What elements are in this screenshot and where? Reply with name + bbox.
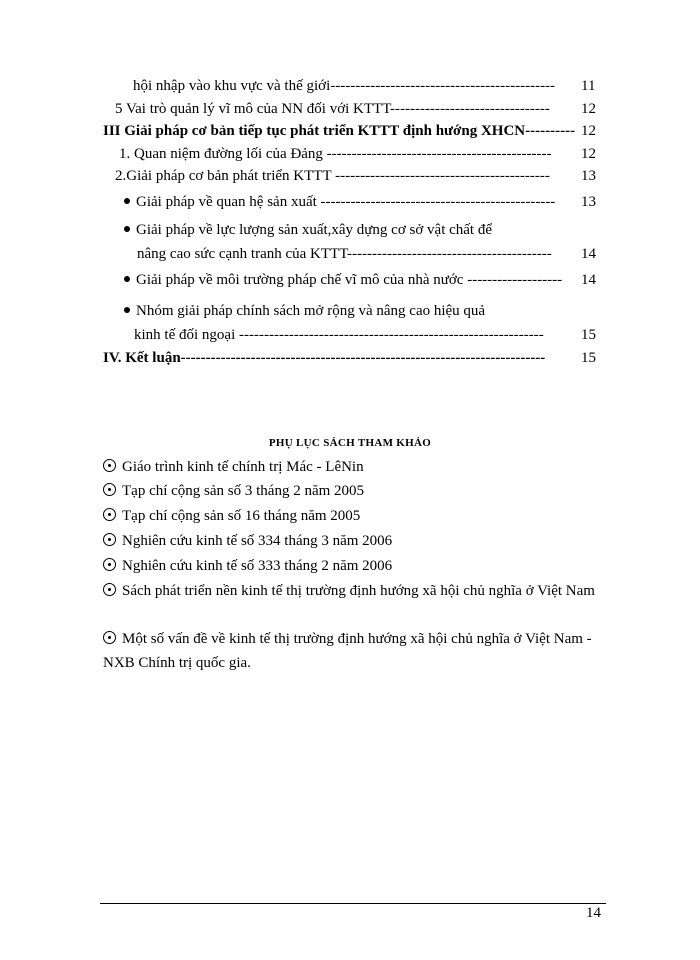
bullet-icon [124, 307, 130, 313]
circle-bullet-icon [103, 631, 116, 644]
toc-page-number: 13 [581, 194, 596, 210]
toc-entry-section-3: III Giải pháp cơ bản tiếp tục phát triển KTTT định hướng XHCN---------- [103, 123, 576, 139]
page-number: 14 [586, 905, 601, 921]
toc-page-number: 12 [581, 101, 596, 117]
toc-page-number: 11 [581, 78, 596, 94]
circle-bullet-icon [103, 533, 116, 546]
reference-item: Nghiên cứu kinh tế số 333 tháng 2 năm 2006 [103, 554, 613, 578]
footer-rule [100, 903, 606, 904]
toc-entry-productive-forces-cont: nâng cao sức cạnh tranh của KTTT----------------------------------------- [137, 246, 552, 262]
circle-bullet-icon [103, 558, 116, 571]
toc-page-number: 12 [581, 123, 596, 139]
toc-entry-production-relations: Giải pháp về quan hệ sản xuất ----------------------------------------------- [124, 192, 555, 212]
toc-page-number: 14 [581, 272, 596, 288]
toc-entry-conclusion: IV. Kết luận------------------------------------------------------------------------- [103, 350, 546, 366]
bullet-icon [124, 226, 130, 232]
toc-page-number: 14 [581, 246, 596, 262]
toc-entry-foreign-economy-cont: kinh tế đối ngoại ------------------------------------------------------------- [134, 327, 544, 343]
toc-page-number: 12 [581, 146, 596, 162]
toc-entry-state-role: 5 Vai trò quản lý vĩ mô của NN đối với KTTT-------------------------------- [115, 101, 550, 117]
circle-bullet-icon [103, 483, 116, 496]
circle-bullet-icon [103, 459, 116, 472]
circle-bullet-icon [103, 583, 116, 596]
reference-item: Tạp chí cộng sản số 16 tháng năm 2005 [103, 504, 613, 528]
references-heading: PHỤ LỤC SÁCH THAM KHẢO [268, 437, 432, 449]
bullet-icon [124, 276, 130, 282]
reference-item: Một số vấn đề về kinh tế thị trường định hướng xã hội chủ nghĩa ở Việt Nam - NXB Chính trị quốc gia. [103, 631, 592, 671]
toc-entry-foreign-economy: Nhóm giải pháp chính sách mở rộng và nâng cao hiệu quả [124, 301, 485, 321]
toc-entry-party-view: 1. Quan niệm đường lối của Đảng --------------------------------------------- [119, 146, 552, 162]
reference-item: Sách phát triển nền kinh tế thị trường định hướng xã hội chủ nghĩa ở Việt Nam [103, 579, 613, 603]
reference-item: Tạp chí cộng sản số 3 tháng 2 năm 2005 [103, 479, 613, 503]
toc-entry-legal-environment: Giải pháp về môi trường pháp chế vĩ mô của nhà nước ------------------- [124, 270, 562, 290]
toc-page-number: 15 [581, 327, 596, 343]
toc-page-number: 15 [581, 350, 596, 366]
toc-entry-integration: hội nhập vào khu vực và thế giới--------------------------------------------- [133, 78, 556, 94]
circle-bullet-icon [103, 508, 116, 521]
toc-page-number: 13 [581, 168, 596, 184]
reference-item: Nghiên cứu kinh tế số 334 tháng 3 năm 2006 [103, 529, 613, 553]
toc-entry-productive-forces: Giải pháp về lực lượng sản xuất,xây dựng cơ sở vật chất để [124, 220, 492, 240]
bullet-icon [124, 198, 130, 204]
toc-entry-basic-solutions: 2.Giải pháp cơ bản phát triển KTTT ------------------------------------------- [115, 168, 550, 184]
reference-item: Giáo trình kinh tế chính trị Mác - LêNin [103, 455, 613, 479]
